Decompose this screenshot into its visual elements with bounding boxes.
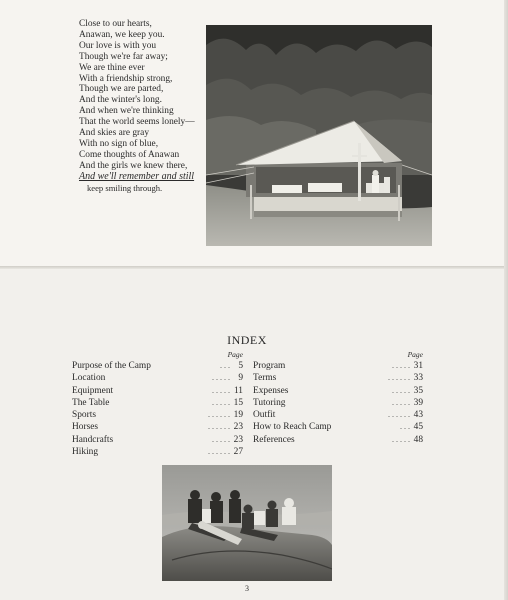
index-entry (253, 397, 424, 409)
index-entry-label: Location (72, 373, 106, 384)
index-entry-page: 5 (238, 361, 243, 371)
index-entry (72, 409, 244, 421)
index-entry-label: How to Reach Camp (253, 422, 332, 433)
camp-poem (79, 19, 209, 194)
index-entry (72, 434, 244, 446)
leader-dots: . . . . . (392, 434, 410, 444)
index-entry (72, 385, 244, 397)
index-title: INDEX (227, 333, 267, 347)
index-entry-page: 15 (233, 397, 243, 408)
poem-line: Anawan, we keep you. (79, 29, 165, 40)
group-photo (162, 465, 332, 581)
index-entry (253, 385, 424, 397)
index-entry-label: Sports (72, 410, 96, 421)
index-entry-page: 19 (233, 410, 243, 421)
leader-dots: . . . . . (212, 397, 230, 407)
index-entry-label: Horses (72, 422, 99, 433)
index-entry-label: Purpose of the Camp (72, 361, 151, 371)
page-number: 3 (245, 584, 249, 593)
leader-dots: . . . . . (392, 385, 410, 395)
poem-line: Our love is with you (79, 40, 157, 51)
index-entry (253, 409, 424, 421)
leader-dots: . . . . . . (208, 422, 230, 432)
index-entry-label: The Table (72, 397, 110, 408)
index-column-right (253, 349, 424, 446)
index-entry-page: 45 (413, 422, 423, 433)
index-entry-page: 27 (233, 447, 243, 458)
index-entry-page: 43 (413, 410, 423, 421)
index-entry (72, 372, 244, 384)
poem-line: And when we're thinking (79, 106, 174, 117)
poem-line: We are thine ever (79, 62, 145, 73)
leader-dots: . . . . . (212, 385, 230, 395)
poem-line: Though we are parted, (79, 84, 164, 95)
index-entry (72, 421, 244, 433)
page-edge (504, 0, 508, 600)
index-entry-label: References (253, 434, 295, 445)
index-entry (253, 360, 424, 372)
index-entry (72, 446, 244, 458)
page-column-heading: Page (407, 350, 423, 359)
index-entry-label: Tutoring (253, 397, 286, 408)
index-entry-page: 23 (233, 422, 243, 433)
index-column-left (72, 349, 244, 458)
leader-dots: . . . . . (212, 373, 230, 383)
leader-dots: . . . . . . (388, 410, 410, 420)
poem-line: Come thoughts of Anawan (79, 149, 180, 160)
poem-line: Close to our hearts, (79, 19, 152, 29)
leader-dots: . . . . . . (208, 447, 230, 457)
index-entry (72, 360, 244, 372)
index-entry-page: 9 (238, 373, 243, 384)
poem-line: keep smiling through. (87, 182, 163, 193)
index-entry-page: 33 (413, 373, 423, 384)
index-entry (72, 397, 244, 409)
poem-line: That the world seems lonely— (79, 117, 195, 128)
leader-dots: . . . . . (392, 397, 410, 407)
index-entry (253, 372, 424, 384)
poem-line: Though we're far away; (79, 51, 168, 62)
poem-line: With no sign of blue, (79, 138, 159, 149)
leader-dots: . . . . . (392, 361, 410, 370)
poem-line: And skies are gray (79, 128, 150, 139)
tent-photo (206, 25, 432, 246)
index-entry-label: Hiking (72, 447, 99, 458)
index-entry-page: 39 (413, 397, 423, 408)
index-entry (253, 421, 424, 433)
index-entry-label: Outfit (253, 410, 276, 421)
index-entry-page: 48 (413, 434, 423, 445)
index-entry-page: 31 (413, 361, 423, 371)
index-entry (253, 434, 424, 446)
index-entry-page: 23 (233, 434, 243, 445)
page-column-heading: Page (227, 350, 243, 359)
index-entry-label: Equipment (72, 385, 114, 396)
poem-line: And the girls we knew there, (79, 160, 188, 171)
index-entry-label: Expenses (253, 385, 289, 396)
leader-dots: . . . (220, 361, 230, 370)
leader-dots: . . . . . (212, 434, 230, 444)
leader-dots: . . . . . . (208, 410, 230, 420)
poem-line: And we'll remember and still (79, 170, 195, 182)
leader-dots: . . . . . . (388, 373, 410, 383)
index-entry-label: Program (253, 361, 286, 371)
poem-line: With a friendship strong, (79, 73, 173, 84)
poem-line: And the winter's long. (79, 95, 162, 106)
index-entry-label: Handcrafts (72, 434, 114, 445)
index-entry-label: Terms (253, 373, 277, 384)
leader-dots: . . . (400, 422, 410, 432)
index-entry-page: 11 (233, 385, 243, 396)
index-entry-page: 35 (413, 385, 423, 396)
